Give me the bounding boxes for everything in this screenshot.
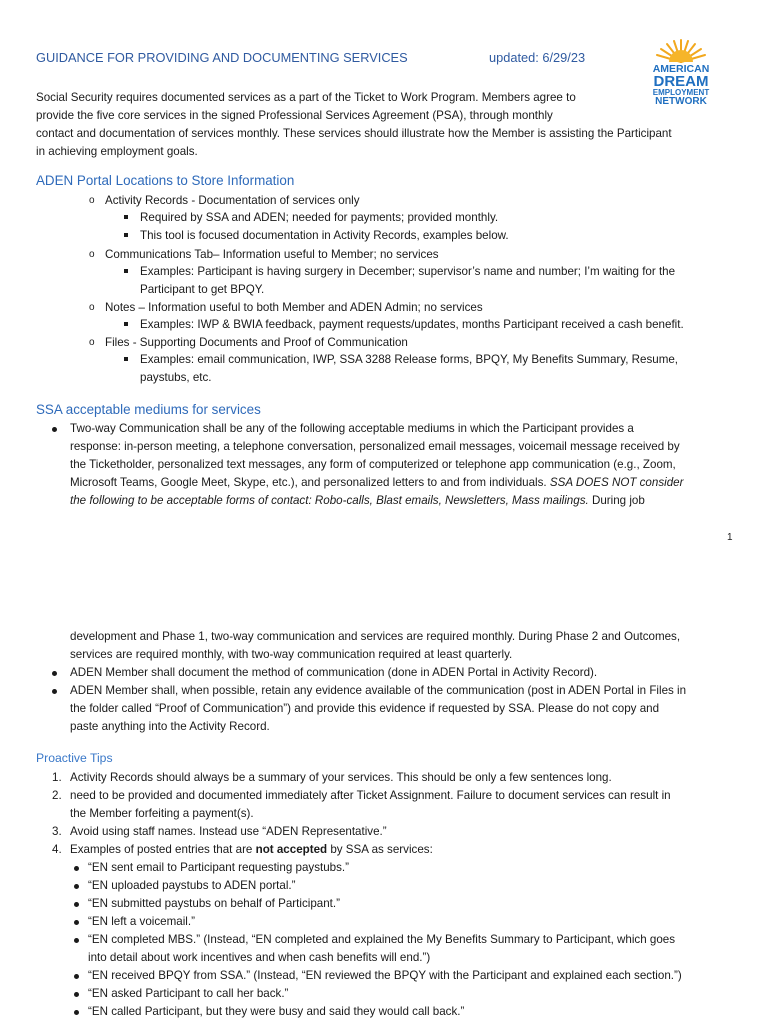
- bullet-dot-icon: [74, 902, 79, 907]
- square-bullet-icon: [124, 269, 128, 273]
- list-item-continuation: the Member forfeiting a payment(s).: [70, 807, 254, 820]
- circle-bullet-icon: o: [89, 249, 95, 260]
- list-item: Examples: email communication, IWP, SSA 3288 Release forms, BPQY, My Benefits Summary, Resume,: [140, 353, 679, 366]
- example-item: “EN uploaded paystubs to ADEN portal.”: [88, 879, 296, 892]
- paragraph-line: Two-way Communication shall be any of the following acceptable mediums in which the Participant provides a: [70, 422, 634, 435]
- list-item: This tool is focused documentation in Activity Records, examples below.: [140, 229, 509, 242]
- example-item: “EN received BPQY from SSA.” (Instead, “EN reviewed the BPQY with the Participant and explained each section.”): [88, 969, 682, 982]
- bullet-dot-icon: [74, 920, 79, 925]
- circle-bullet-icon: o: [89, 337, 95, 348]
- bullet-dot-icon: [74, 974, 79, 979]
- example-item: “EN left a voicemail.”: [88, 915, 195, 928]
- bullet-dot-icon: [74, 884, 79, 889]
- list-number: 3.: [52, 825, 62, 838]
- paragraph-line: development and Phase 1, two-way communication and services are required monthly. During Phase 2 and Outcomes,: [70, 630, 681, 643]
- bullet-dot-icon: [74, 938, 79, 943]
- section-heading-mediums: SSA acceptable mediums for services: [36, 402, 261, 417]
- intro-line: in achieving employment goals.: [36, 145, 198, 158]
- logo-text-employment: EMPLOYMENT: [652, 88, 710, 97]
- square-bullet-icon: [124, 215, 128, 219]
- list-item-continuation: paste anything into the Activity Record.: [70, 720, 270, 733]
- emphasis-bold: not accepted: [255, 843, 328, 856]
- list-item: need to be provided and documented immediately after Ticket Assignment. Failure to document services can result in: [70, 789, 671, 802]
- list-item-continuation: the folder called “Proof of Communication”) and provide this evidence if requested by SSA. Please do not copy and: [70, 702, 660, 715]
- intro-line: provide the five core services in the signed Professional Services Agreement (PSA), through monthly: [36, 109, 553, 122]
- section-heading-portal: ADEN Portal Locations to Store Information: [36, 173, 295, 188]
- square-bullet-icon: [124, 322, 128, 326]
- emphasis-text: the following to be acceptable forms of contact: Robo-calls, Blast emails, Newsletters, Mass mailings.: [70, 494, 589, 507]
- paragraph-line: Microsoft Teams, Google Meet, Skype, etc.), and personalized letters to and from individuals. SSA DOES NOT consider: [70, 476, 684, 489]
- list-item: Examples of posted entries that are not accepted by SSA as services:: [70, 843, 433, 856]
- list-number: 2.: [52, 789, 62, 802]
- example-item: “EN called Participant, but they were busy and said they would call back.”: [88, 1005, 465, 1018]
- list-item: Activity Records - Documentation of services only: [105, 194, 360, 207]
- list-number: 1.: [52, 771, 62, 784]
- paragraph-line: the Ticketholder, personalized text messages, any form of computerized or telephone app communication (e.g., Zoom,: [70, 458, 676, 471]
- list-item-continuation: paystubs, etc.: [140, 371, 212, 384]
- bullet-dot-icon: [74, 1010, 79, 1015]
- square-bullet-icon: [124, 357, 128, 361]
- list-item: ADEN Member shall document the method of communication (done in ADEN Portal in Activity Record).: [70, 666, 598, 679]
- emphasis-text: SSA DOES NOT consider: [549, 476, 684, 489]
- logo-text-dream: DREAM: [653, 73, 709, 90]
- logo-text-american: AMERICAN: [652, 63, 710, 75]
- list-item: Notes – Information useful to both Member and ADEN Admin; no services: [105, 301, 483, 314]
- list-item-continuation: Participant to get BPQY.: [140, 283, 265, 296]
- section-heading-tips: Proactive Tips: [36, 751, 113, 765]
- paragraph-line: the following to be acceptable forms of contact: Robo-calls, Blast emails, Newsletters, Mass mailings. During job: [70, 494, 645, 507]
- example-item: “EN sent email to Participant requesting paystubs.”: [88, 861, 349, 874]
- example-item-continuation: into detail about work incentives and when cash benefits will end.”): [88, 951, 431, 964]
- list-item: Examples: IWP & BWIA feedback, payment requests/updates, months Participant received a cash benefit.: [140, 318, 684, 331]
- bullet-dot-icon: [52, 427, 57, 432]
- list-item: ADEN Member shall, when possible, retain any evidence available of the communication (post in ADEN Portal in Files in: [70, 684, 687, 697]
- intro-line: Social Security requires documented services as a part of the Ticket to Work Program. Members agree to: [36, 91, 576, 104]
- list-item: Files - Supporting Documents and Proof of Communication: [105, 336, 408, 349]
- updated-date: updated: 6/29/23: [489, 50, 586, 65]
- page-number: 1: [727, 532, 733, 543]
- list-item: Examples: Participant is having surgery in December; supervisor’s name and number; I’m waiting for the: [140, 265, 676, 278]
- example-item: “EN submitted paystubs on behalf of Participant.”: [88, 897, 340, 910]
- example-item: “EN asked Participant to call her back.”: [88, 987, 289, 1000]
- list-number: 4.: [52, 843, 62, 856]
- circle-bullet-icon: o: [89, 302, 95, 313]
- list-item: Activity Records should always be a summary of your services. This should be only a few sentences long.: [70, 771, 612, 784]
- logo-text-network: NETWORK: [655, 96, 707, 107]
- bullet-dot-icon: [52, 671, 57, 676]
- list-item: Communications Tab– Information useful to Member; no services: [105, 248, 439, 261]
- bullet-dot-icon: [74, 992, 79, 997]
- aden-logo: [645, 38, 717, 108]
- example-item: “EN completed MBS.” (Instead, “EN completed and explained the My Benefits Summary to Participant, which goes: [88, 933, 676, 946]
- list-item: Avoid using staff names. Instead use “ADEN Representative.”: [70, 825, 387, 838]
- intro-line: contact and documentation of services monthly. These services should illustrate how the Member is assisting the Participant: [36, 127, 672, 140]
- circle-bullet-icon: o: [89, 195, 95, 206]
- list-item: Required by SSA and ADEN; needed for payments; provided monthly.: [140, 211, 499, 224]
- sunburst-icon: [645, 38, 717, 64]
- square-bullet-icon: [124, 233, 128, 237]
- document-title: GUIDANCE FOR PROVIDING AND DOCUMENTING SERVICES: [36, 50, 408, 65]
- paragraph-line: services are required monthly, with two-way communication required at least quarterly.: [70, 648, 513, 661]
- paragraph-line: response: in-person meeting, a telephone conversation, personalized email messages, voicemail message received by: [70, 440, 680, 453]
- bullet-dot-icon: [74, 866, 79, 871]
- bullet-dot-icon: [52, 689, 57, 694]
